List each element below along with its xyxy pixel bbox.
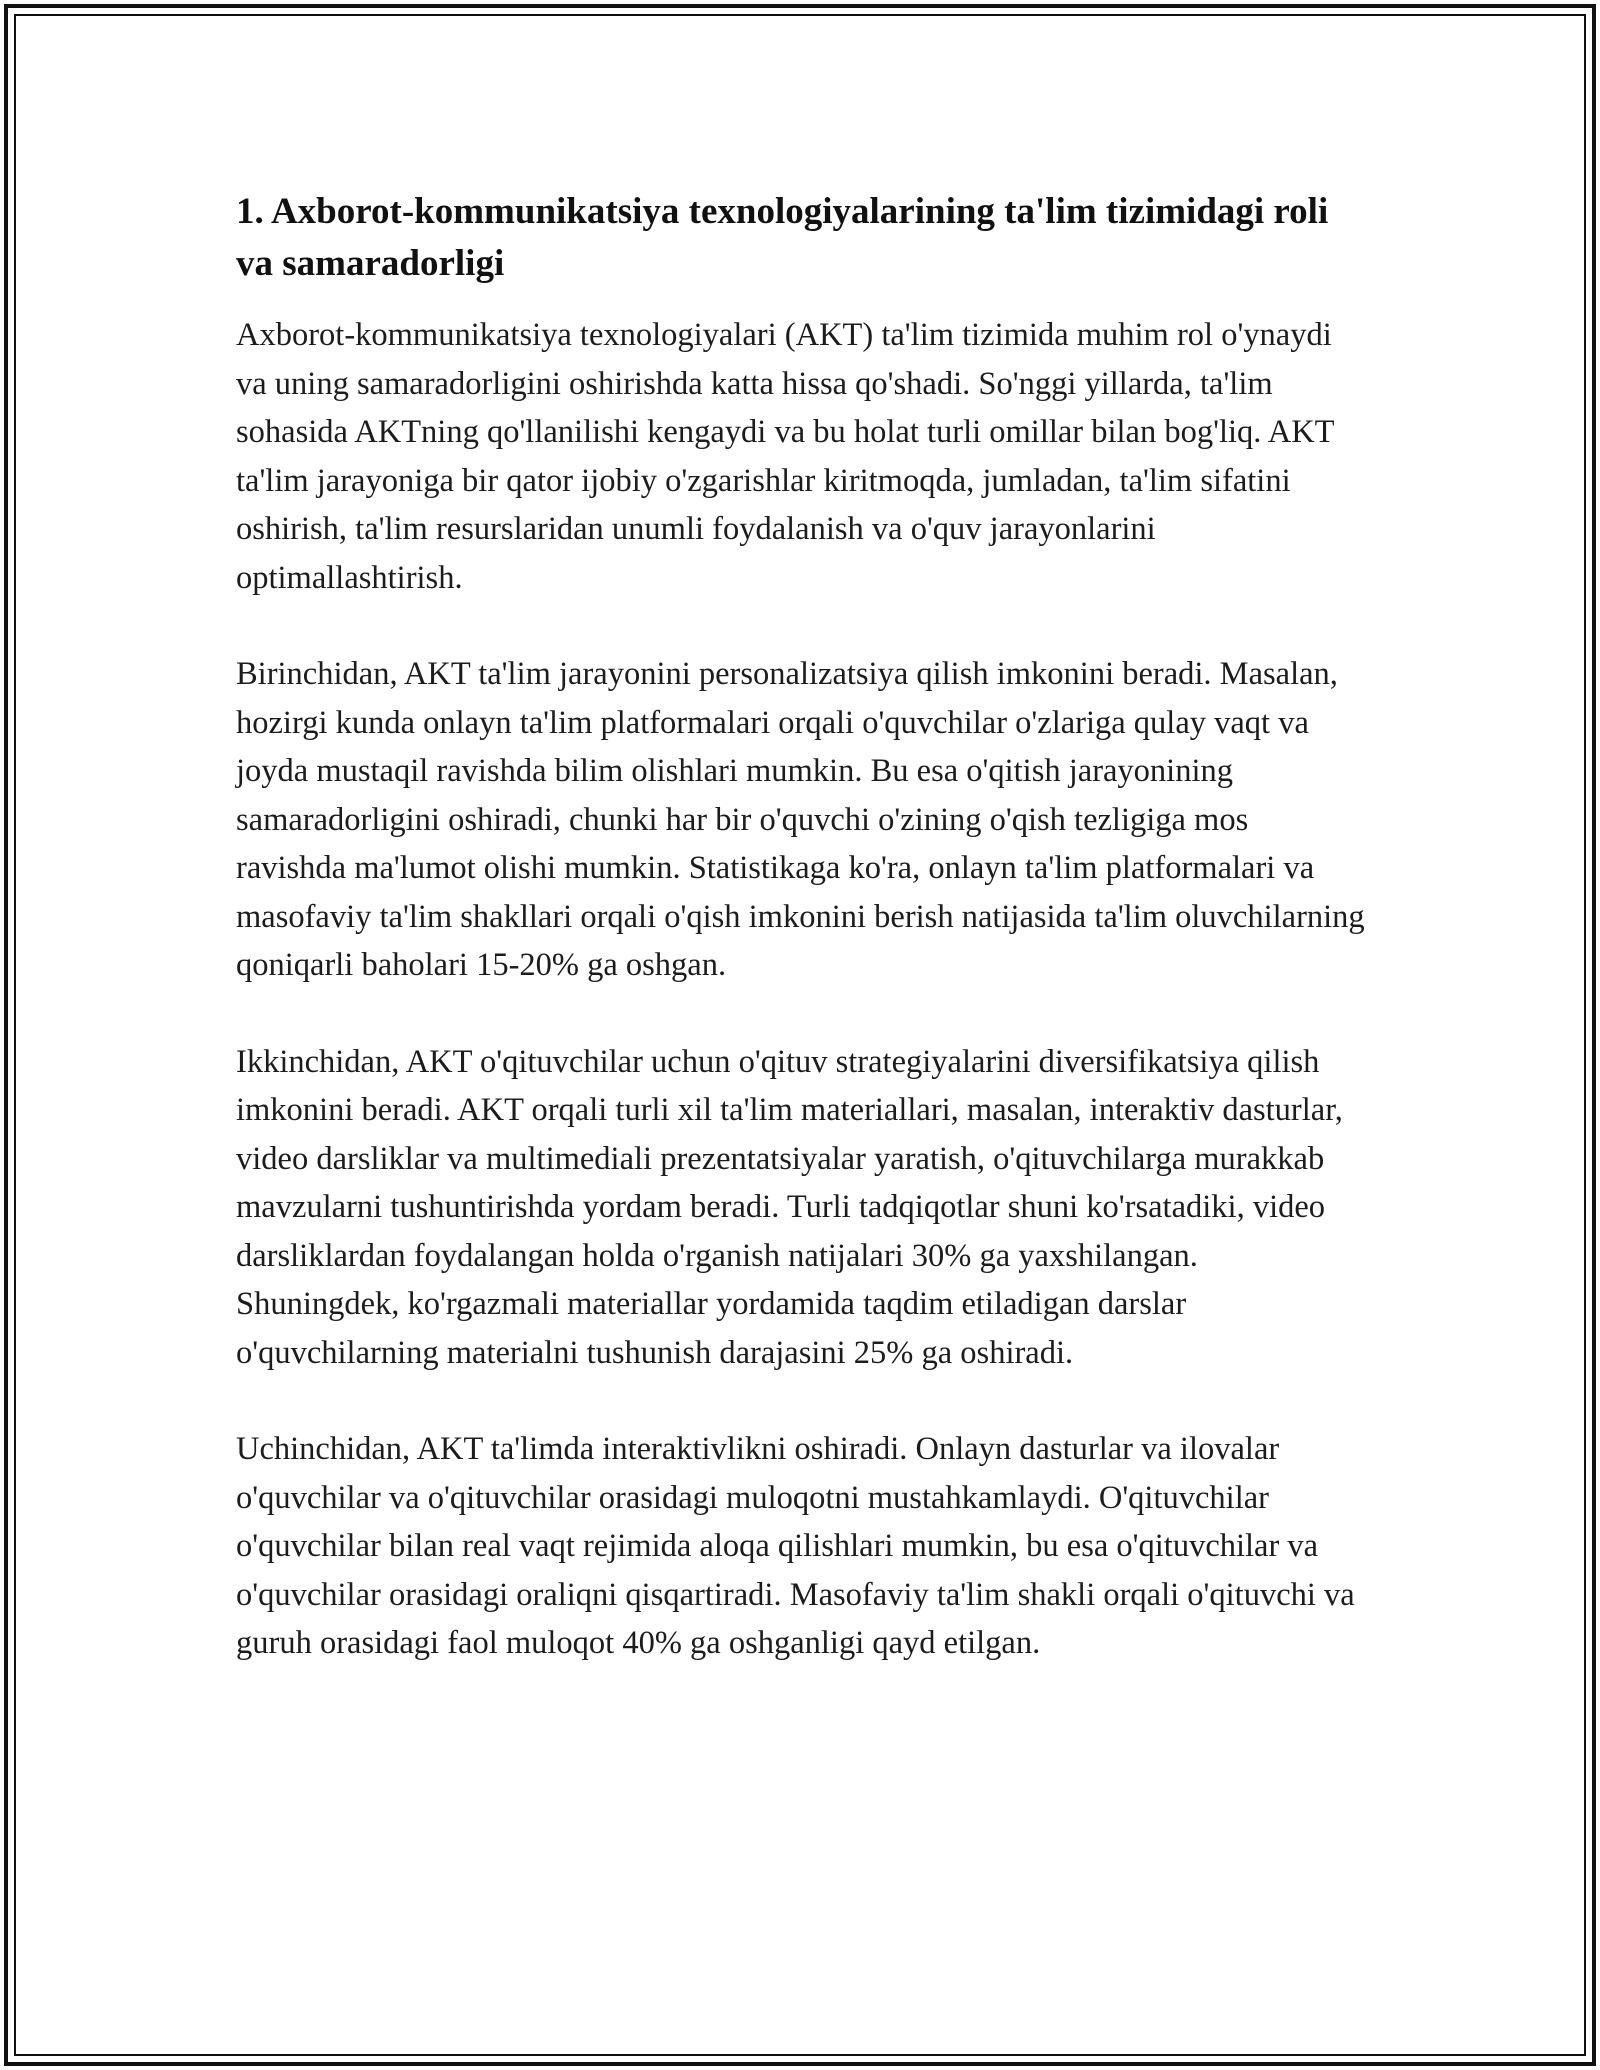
section-heading: 1. Axborot-kommunikatsiya texnologiyalarining ta'lim tizimidagi roli va samaradorligi bbox=[236, 191, 1329, 284]
document-body bbox=[236, 186, 1366, 1716]
paragraph-third-point: Uchinchidan, AKT ta'limda interaktivlikni oshiradi. Onlayn dasturlar va ilovalar o'quvchilar va o'qituvchilar orasidagi muloqotni mustahkamlaydi. O'qituvchilar o'quvchilar bilan real vaqt rejimida aloqa qilishlari mumkin, bu esa o'qituvchilar va o'quvchilar orasidagi oraliqni qisqartiradi. Masofaviy ta'lim shakli orqali o'qituvchi va guruh orasidagi faol muloqot 40% ga oshganligi qayd etilgan. bbox=[236, 1431, 1355, 1661]
paragraph-first-point: Birinchidan, AKT ta'lim jarayonini personalizatsiya qilish imkonini beradi. Masalan, hozirgi kunda onlayn ta'lim platformalari orqali o'quvchilar o'zlariga qulay vaqt va joyda mustaqil ravishda bilim olishlari mumkin. Bu esa o'qitish jarayonining samaradorligini oshiradi, chunki har bir o'quvchi o'zining o'qish tezligiga mos ravishda ma'lumot olishi mumkin. Statistikaga ko'ra, onlayn ta'lim platformalari va masofaviy ta'lim shakllari orqali o'qish imkonini berish natijasida ta'lim oluvchilarning qoniqarli baholari 15-20% ga oshgan. bbox=[236, 656, 1365, 983]
paragraph-intro: Axborot-kommunikatsiya texnologiyalari (AKT) ta'lim tizimida muhim rol o'ynaydi va uning samaradorligini oshirishda katta hissa qo'shadi. So'nggi yillarda, ta'lim sohasida AKTning qo'llanilishi kengaydi va bu holat turli omillar bilan bog'liq. AKT ta'lim jarayoniga bir qator ijobiy o'zgarishlar kiritmoqda, jumladan, ta'lim sifatini oshirish, ta'lim resurslaridan unumli foydalanish va o'quv jarayonlarini optimallashtirish. bbox=[236, 317, 1334, 596]
paragraph-second-point: Ikkinchidan, AKT o'qituvchilar uchun o'qituv strategiyalarini diversifikatsiya qilish imkonini beradi. AKT orqali turli xil ta'lim materiallari, masalan, interaktiv dasturlar, video darsliklar va multimediali prezentatsiyalar yaratish, o'qituvchilarga murakkab mavzularni tushuntirishda yordam beradi. Turli tadqiqotlar shuni ko'rsatadiki, video darsliklardan foydalangan holda o'rganish natijalari 30% ga yaxshilangan. Shuningdek, ko'rgazmali materiallar yordamida taqdim etiladigan darslar o'quvchilarning materialni tushunish darajasini 25% ga oshiradi. bbox=[236, 1043, 1343, 1371]
